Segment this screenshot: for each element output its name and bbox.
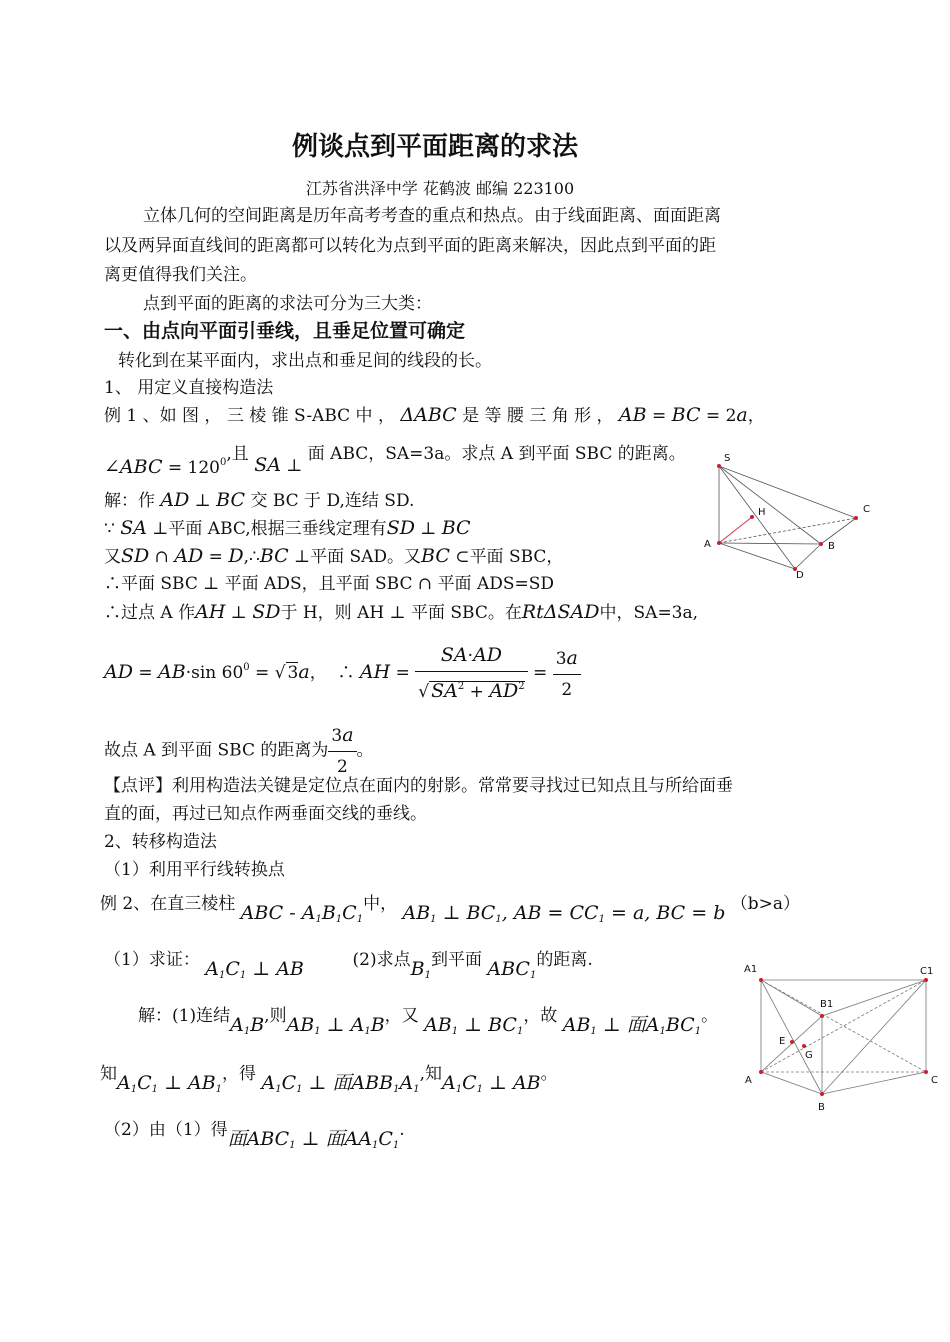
intro-line-1: 立体几何的空间距离是历年高考考查的重点和热点。由于线面距离、面面距离 [143,206,721,226]
ex1-sol-1: 解：作 AD ⊥ BC 交 BC 于 D,连结 SD. [104,489,415,511]
figure2-label-a1: A1 [744,964,758,975]
ex2-sol-2: 知$A_1C_1$ ⊥ $AB_1$，得 $A_1C_1$ ⊥ 面$ABB_1A_1$,知$A_1C_1$ ⊥ AB。 [100,1064,558,1095]
ex1-conclusion: 故点 A 到平面 SBC 的距离为 $\frac{3a}{2}$ 。 [104,720,374,782]
figure1-label-a: A [704,539,711,550]
sub2-heading: 2、转移构造法 [104,832,217,852]
figure1-label-s: S [724,453,731,464]
author-line: 江苏省洪泽中学 花鹤波 邮编 223100 [305,179,575,198]
intro-line-2: 以及两异面直线间的距离都可以转化为点到平面的距离来解决，因此点到平面的距 [104,236,716,256]
figure-pyramid [700,448,890,583]
figure2-label-a: A [745,1075,752,1086]
ex1-sol-4: ∴平面 SBC ⊥ 平面 ADS，且平面 SBC ∩ 平面 ADS=SD [104,574,555,594]
section1-heading: 一、由点向平面引垂线，且垂足位置可确定 [104,320,466,342]
page-title: 例谈点到平面距离的求法 [291,132,578,162]
ex1-sol-5: ∴过点 A 作AH ⊥ SD于 H，则 AH ⊥ 平面 SBC。在RtΔSAD中，SA=3a, [104,601,699,623]
figure-prism [738,960,948,1120]
intro-line-3: 离更值得我们关注。 [104,265,257,285]
sub2-1-heading: （1）利用平行线转换点 [104,860,285,880]
ex1-sol-3: 又SD ∩ AD = D,∴BC ⊥平面 SAD。又BC ⊂平面 SBC， [104,545,564,567]
ex2-sol-1: 解：(1)连结$A_1B$,则$AB_1$ ⊥ $A_1B$，又 $AB_1$ ⊥ $BC_1$，故 $AB_1$ ⊥ 面$A_1BC_1$。 [138,1006,719,1037]
section1-desc: 转化到在某平面内，求出点和垂足间的线段的长。 [118,351,492,371]
figure2-label-e: E [779,1036,786,1047]
ex2-questions: （1）求证： $A_1C_1$ ⊥ AB (2)求点$B_1$到平面 $ABC_1$的距离. [104,950,593,981]
ex1-line1: 例 1 、如 图 ， 三 棱 锥 S-ABC 中 ， ΔABC 是 等 腰 三 角 形 ， AB = BC = 2a， [104,404,765,426]
figure1-label-h: H [758,507,766,518]
categories-line: 点到平面的距离的求法可分为三大类： [143,294,432,314]
figure1-label-c: C [863,504,870,515]
figure1-label-d: D [796,570,804,581]
figure2-label-c: C [931,1075,938,1086]
figure2-label-c1: C1 [920,966,934,977]
ex2-sol-3: （2）由（1）得面$ABC_1$ ⊥ 面$AA_1C_1$. [104,1120,405,1151]
sub1-heading: 1、 用定义直接构造法 [104,378,274,398]
comment-line-2: 直的面，再过已知点作两垂面交线的垂线。 [104,804,427,824]
figure1-label-b: B [828,541,835,552]
figure2-label-b1: B1 [820,999,834,1010]
ex2-line1: 例 2、在直三棱柱 ABC - $A_1B_1C_1$中， $AB_1$ ⊥ $BC_1$, AB = $CC_1 = a$, BC = b （b>a） [100,894,801,925]
ex1-formula: AD = AB·sin $60^0$ = √ 3a， ∴ AH = $\frac{SA\cdot AD}{√ SA^2 + AD^2}$ = $\frac{3a}{2}$ [104,640,581,707]
ex1-sol-2: ∵ SA ⊥平面 ABC,根据三垂线定理有SD ⊥ BC [104,517,471,539]
ex1-line2: ∠ABC = $120^0$,且 SA ⊥ 面 ABC，SA=3a。求点 A 到平面 SBC 的距离。 [104,444,686,478]
figure2-label-g: G [805,1050,813,1061]
comment-line-1: 【点评】利用构造法关键是定位点在面内的射影。常常要寻找过已知点且与所给面垂 [104,776,733,796]
figure2-label-b: B [818,1102,825,1113]
